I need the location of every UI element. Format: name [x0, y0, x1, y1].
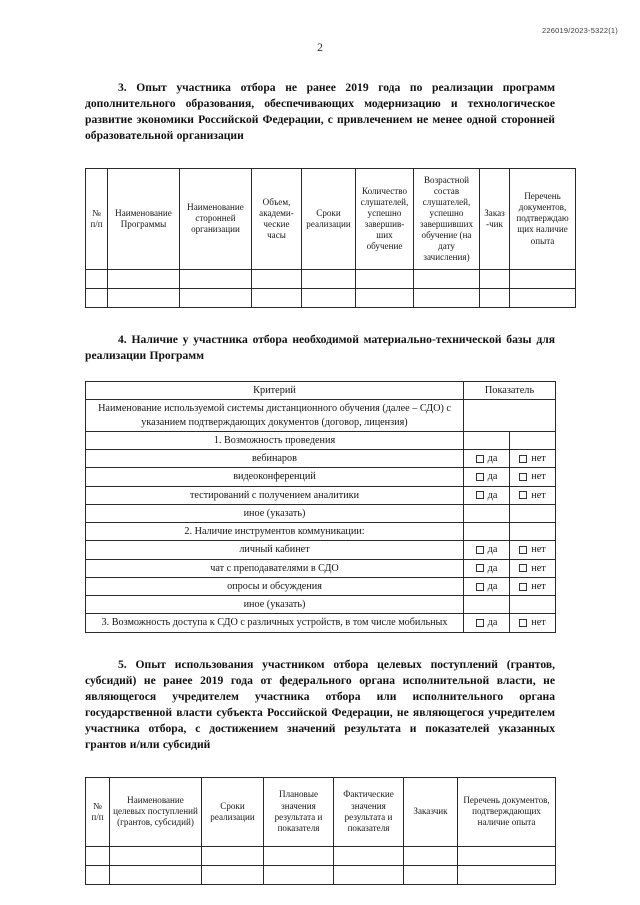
checkbox-yes-chat[interactable]: [464, 559, 510, 577]
table-row[interactable]: [86, 865, 556, 884]
checkbox-no-label: нет: [531, 544, 546, 556]
cell-volume-hours[interactable]: [252, 269, 302, 288]
criteria-section-1: [86, 431, 556, 449]
col-header-customer: Заказ-чик: [480, 168, 510, 269]
checkbox-icon[interactable]: [519, 546, 527, 554]
checkbox-no-label: нет: [531, 562, 546, 574]
page-number: 2: [317, 42, 323, 54]
cell-number[interactable]: [86, 846, 110, 865]
grants-table-body: [86, 846, 556, 884]
checkbox-yes-label: да: [487, 617, 498, 629]
table-header-row: [86, 381, 556, 399]
section-label: 2. Наличие инструментов коммуникации:: [86, 523, 464, 541]
section-5-paragraph: 5. Опыт использования участником отбора целевых поступлений (грантов, субсидий) не ранее 2019 года от федерального органа исполнительной власти, не являющегося учредителем участника отбора или исполнительного органа государственной власти субъекта Российской Федерации, не являющегося учредителем участника отбора, с достижением значений результата и показателей указанных грантов и/или субсидий: [85, 657, 555, 751]
criteria-row-chat[interactable]: [86, 559, 556, 577]
checkbox-yes-testing[interactable]: [464, 486, 510, 504]
cell-partner-org[interactable]: [180, 288, 252, 307]
checkbox-icon[interactable]: [476, 564, 484, 572]
checkbox-no-label: нет: [531, 471, 546, 483]
checkbox-yes-label: да: [487, 489, 498, 501]
col-header-partner-org: Наименование сторонней организации: [180, 168, 252, 269]
cell-customer[interactable]: [404, 846, 458, 865]
col-header-customer: Заказчик: [404, 777, 458, 846]
criterion-label: видеоконференций: [86, 468, 464, 486]
checkbox-yes-webinars[interactable]: [464, 450, 510, 468]
col-header-program-name: Наименование Программы: [108, 168, 180, 269]
checkbox-icon[interactable]: [476, 583, 484, 591]
cell-timeline[interactable]: [302, 269, 356, 288]
col-header-students-count: Количество слушателей, успешно завершив-ших обучение: [356, 168, 414, 269]
cell-program-name[interactable]: [108, 269, 180, 288]
checkbox-icon[interactable]: [519, 619, 527, 627]
checkbox-no-label: нет: [531, 489, 546, 501]
checkbox-no-label: нет: [531, 453, 546, 465]
cell-timeline[interactable]: [202, 865, 264, 884]
indicator-cell-yes[interactable]: [464, 523, 510, 541]
checkbox-icon[interactable]: [519, 491, 527, 499]
checkbox-icon[interactable]: [476, 546, 484, 554]
indicator-cell-no[interactable]: [510, 431, 556, 449]
checkbox-yes-label: да: [487, 544, 498, 556]
col-header-timeline: Сроки реализации: [302, 168, 356, 269]
cell-actual-values[interactable]: [334, 865, 404, 884]
document-code: 226019/2023-5322(1): [542, 26, 618, 35]
checkbox-no-testing[interactable]: [510, 486, 556, 504]
cell-students-count[interactable]: [356, 288, 414, 307]
criterion-label: Наименование используемой системы дистанционного обучения (далее – СДО) с указанием подтверждающих документов (договор, лицензия): [86, 400, 464, 432]
checkbox-yes-surveys[interactable]: [464, 577, 510, 595]
cell-documents[interactable]: [458, 865, 556, 884]
cell-documents[interactable]: [510, 269, 576, 288]
checkbox-icon[interactable]: [519, 455, 527, 463]
criteria-row-surveys[interactable]: [86, 577, 556, 595]
cell-timeline[interactable]: [302, 288, 356, 307]
checkbox-yes-label: да: [487, 471, 498, 483]
criterion-label: тестирований с получением аналитики: [86, 486, 464, 504]
table-header-row: [86, 168, 576, 269]
indicator-cell-yes[interactable]: [464, 596, 510, 614]
checkbox-yes-label: да: [487, 562, 498, 574]
criteria-table: [85, 381, 556, 633]
col-header-planned-values: Плановые значения результата и показателя: [264, 777, 334, 846]
section-3-paragraph: 3. Опыт участника отбора не ранее 2019 года по реализации программ дополнительного образования, обеспечивающих модернизацию и технологическое развитие экономики Российской Федерации, с привлечением не менее одной сторонней образовательной организации: [85, 81, 555, 142]
checkbox-no-webinars[interactable]: [510, 450, 556, 468]
checkbox-no-personal-account[interactable]: [510, 541, 556, 559]
checkbox-yes-label: да: [487, 580, 498, 592]
document-content: [85, 80, 569, 885]
criteria-section-2: [86, 523, 556, 541]
checkbox-icon[interactable]: [519, 564, 527, 572]
col-header-documents: Перечень документов, подтверждающих наличие опыта: [458, 777, 556, 846]
checkbox-yes-videoconferences[interactable]: [464, 468, 510, 486]
checkbox-icon[interactable]: [519, 473, 527, 481]
cell-planned-values[interactable]: [264, 846, 334, 865]
col-header-timeline: Сроки реализации: [202, 777, 264, 846]
criterion-label: опросы и обсуждения: [86, 577, 464, 595]
cell-planned-values[interactable]: [264, 865, 334, 884]
cell-target-funds[interactable]: [110, 865, 202, 884]
criteria-row-webinars[interactable]: [86, 450, 556, 468]
table-row[interactable]: [86, 288, 576, 307]
cell-partner-org[interactable]: [180, 269, 252, 288]
checkbox-no-chat[interactable]: [510, 559, 556, 577]
indicator-cell-yes[interactable]: [464, 431, 510, 449]
checkbox-yes-label: да: [487, 453, 498, 465]
indicator-cell[interactable]: [464, 400, 556, 432]
col-header-age-composition: Возрастной состав слушателей, успешно завершивших обучение (на дату зачисления): [414, 168, 480, 269]
cell-actual-values[interactable]: [334, 846, 404, 865]
col-header-indicator: Показатель: [464, 381, 556, 399]
col-header-actual-values: Фактические значения результата и показателя: [334, 777, 404, 846]
cell-volume-hours[interactable]: [252, 288, 302, 307]
col-header-documents: Перечень документов, подтверждающих наличие опыта: [510, 168, 576, 269]
cell-documents[interactable]: [458, 846, 556, 865]
cell-age-composition[interactable]: [414, 288, 480, 307]
checkbox-yes-multidevice[interactable]: [464, 614, 510, 632]
criterion-label: чат с преподавателями в СДО: [86, 559, 464, 577]
criterion-label: иное (указать): [86, 596, 464, 614]
table-row[interactable]: [86, 846, 556, 865]
checkbox-no-surveys[interactable]: [510, 577, 556, 595]
checkbox-icon[interactable]: [476, 491, 484, 499]
cell-number[interactable]: [86, 269, 108, 288]
checkbox-no-videoconferences[interactable]: [510, 468, 556, 486]
checkbox-no-label: нет: [531, 580, 546, 592]
cell-customer[interactable]: [404, 865, 458, 884]
checkbox-icon[interactable]: [476, 619, 484, 627]
experience-table: [85, 168, 576, 308]
checkbox-icon[interactable]: [519, 583, 527, 591]
criteria-section-3[interactable]: [86, 614, 556, 632]
col-header-criterion: Критерий: [86, 381, 464, 399]
cell-age-composition[interactable]: [414, 269, 480, 288]
indicator-cell-no[interactable]: [510, 596, 556, 614]
col-header-number: № п/п: [86, 168, 108, 269]
section-4-paragraph: 4. Наличие у участника отбора необходимой материально-технической базы для реализации Программ: [85, 332, 555, 362]
col-header-number: № п/п: [86, 777, 110, 846]
cell-target-funds[interactable]: [110, 846, 202, 865]
criteria-row-other-2[interactable]: [86, 596, 556, 614]
checkbox-no-multidevice[interactable]: [510, 614, 556, 632]
col-header-volume-hours: Объем, академи-ческие часы: [252, 168, 302, 269]
indicator-cell-no[interactable]: [510, 504, 556, 522]
criteria-row-personal-account[interactable]: [86, 541, 556, 559]
cell-documents[interactable]: [510, 288, 576, 307]
cell-number[interactable]: [86, 865, 110, 884]
cell-timeline[interactable]: [202, 846, 264, 865]
checkbox-icon[interactable]: [476, 455, 484, 463]
indicator-cell-no[interactable]: [510, 523, 556, 541]
col-header-target-funds: Наименование целевых поступлений (грантов, субсидий): [110, 777, 202, 846]
table-header-row: [86, 777, 556, 846]
table-row[interactable]: [86, 269, 576, 288]
checkbox-yes-personal-account[interactable]: [464, 541, 510, 559]
cell-customer[interactable]: [480, 288, 510, 307]
criterion-label: личный кабинет: [86, 541, 464, 559]
cell-customer[interactable]: [480, 269, 510, 288]
criteria-row-sdo-name[interactable]: [86, 400, 556, 432]
cell-program-name[interactable]: [108, 288, 180, 307]
criterion-label: вебинаров: [86, 450, 464, 468]
checkbox-icon[interactable]: [476, 473, 484, 481]
grants-table: [85, 777, 556, 885]
experience-table-body: [86, 269, 576, 307]
criteria-row-other-1[interactable]: [86, 504, 556, 522]
criterion-label: иное (указать): [86, 504, 464, 522]
section-label: 1. Возможность проведения: [86, 431, 464, 449]
criteria-row-testing[interactable]: [86, 486, 556, 504]
cell-students-count[interactable]: [356, 269, 414, 288]
checkbox-no-label: нет: [531, 617, 546, 629]
criteria-row-videoconferences[interactable]: [86, 468, 556, 486]
indicator-cell-yes[interactable]: [464, 504, 510, 522]
criteria-table-body: [86, 400, 556, 632]
cell-number[interactable]: [86, 288, 108, 307]
section-label: 3. Возможность доступа к СДО с различных устройств, в том числе мобильных: [86, 614, 464, 632]
